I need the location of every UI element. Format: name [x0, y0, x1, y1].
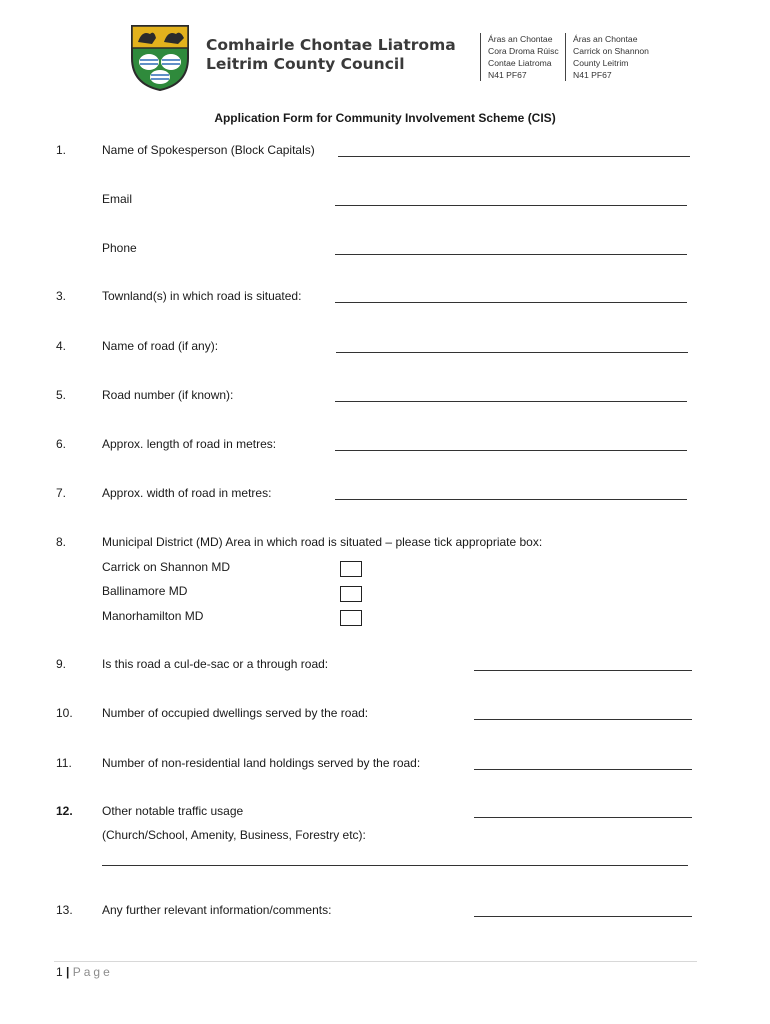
dwellings-field[interactable]	[474, 719, 692, 720]
road-length-label: Approx. length of road in metres:	[102, 437, 277, 451]
land-holdings-label: Number of non-residential land holdings served by the road:	[102, 756, 421, 770]
council-name-irish: Comhairle Chontae Liatroma	[206, 36, 456, 54]
manorhamilton-md-checkbox[interactable]	[340, 610, 362, 626]
page-word: Page	[72, 965, 113, 979]
leitrim-crest-logo	[128, 22, 192, 92]
form-title: Application Form for Community Involvement Scheme (CIS)	[214, 111, 556, 125]
footer-separator: |	[66, 965, 70, 979]
md-area-label: Municipal District (MD) Area in which road is situated – please tick appropriate box:	[102, 535, 543, 549]
page-number: 1	[56, 965, 63, 979]
road-type-field[interactable]	[474, 670, 692, 671]
question-number: 8.	[56, 535, 67, 549]
comments-field[interactable]	[474, 916, 692, 917]
townland-field[interactable]	[335, 302, 687, 303]
road-name-field[interactable]	[336, 352, 688, 353]
question-number: 9.	[56, 657, 67, 671]
email-field[interactable]	[335, 205, 687, 206]
traffic-usage-label: Other notable traffic usage	[102, 804, 244, 818]
road-type-label: Is this road a cul-de-sac or a through road:	[102, 657, 329, 671]
header-divider	[480, 33, 481, 81]
email-label: Email	[102, 192, 133, 206]
question-number: 10.	[56, 706, 73, 720]
spokesperson-name-field[interactable]	[338, 156, 690, 157]
dwellings-label: Number of occupied dwellings served by the road:	[102, 706, 369, 720]
question-number: 1.	[56, 143, 67, 157]
council-name-english: Leitrim County Council	[206, 55, 405, 73]
header-divider	[565, 33, 566, 81]
md-option-label: Manorhamilton MD	[102, 609, 204, 623]
phone-label: Phone	[102, 241, 137, 255]
road-width-field[interactable]	[335, 499, 687, 500]
question-number: 7.	[56, 486, 67, 500]
phone-field[interactable]	[335, 254, 687, 255]
road-number-label: Road number (if known):	[102, 388, 234, 402]
question-number: 13.	[56, 903, 73, 917]
traffic-usage-field[interactable]	[474, 817, 692, 818]
road-number-field[interactable]	[335, 401, 687, 402]
address-english: Áras an Chontae Carrick on Shannon County Leitrim N41 PF67	[573, 34, 649, 80]
townland-label: Townland(s) in which road is situated:	[102, 289, 302, 303]
question-number: 12.	[56, 804, 73, 818]
traffic-usage-sublabel: (Church/School, Amenity, Business, Forestry etc):	[102, 828, 366, 842]
question-number: 11.	[56, 756, 72, 770]
footer-divider	[54, 961, 697, 962]
question-number: 3.	[56, 289, 67, 303]
question-number: 5.	[56, 388, 67, 402]
md-option-label: Ballinamore MD	[102, 584, 188, 598]
md-option-label: Carrick on Shannon MD	[102, 560, 231, 574]
road-length-field[interactable]	[335, 450, 687, 451]
comments-label: Any further relevant information/comments:	[102, 903, 332, 917]
council-name	[206, 36, 456, 74]
road-name-label: Name of road (if any):	[102, 339, 219, 353]
page-footer	[56, 965, 113, 979]
question-number: 6.	[56, 437, 67, 451]
ballinamore-md-checkbox[interactable]	[340, 586, 362, 602]
carrick-md-checkbox[interactable]	[340, 561, 362, 577]
question-number: 4.	[56, 339, 67, 353]
road-width-label: Approx. width of road in metres:	[102, 486, 272, 500]
traffic-usage-details-field[interactable]	[102, 865, 688, 866]
spokesperson-label: Name of Spokesperson (Block Capitals)	[102, 143, 315, 157]
address-irish: Áras an Chontae Cora Droma Rúisc Contae Liatroma N41 PF67	[488, 34, 559, 80]
land-holdings-field[interactable]	[474, 769, 692, 770]
